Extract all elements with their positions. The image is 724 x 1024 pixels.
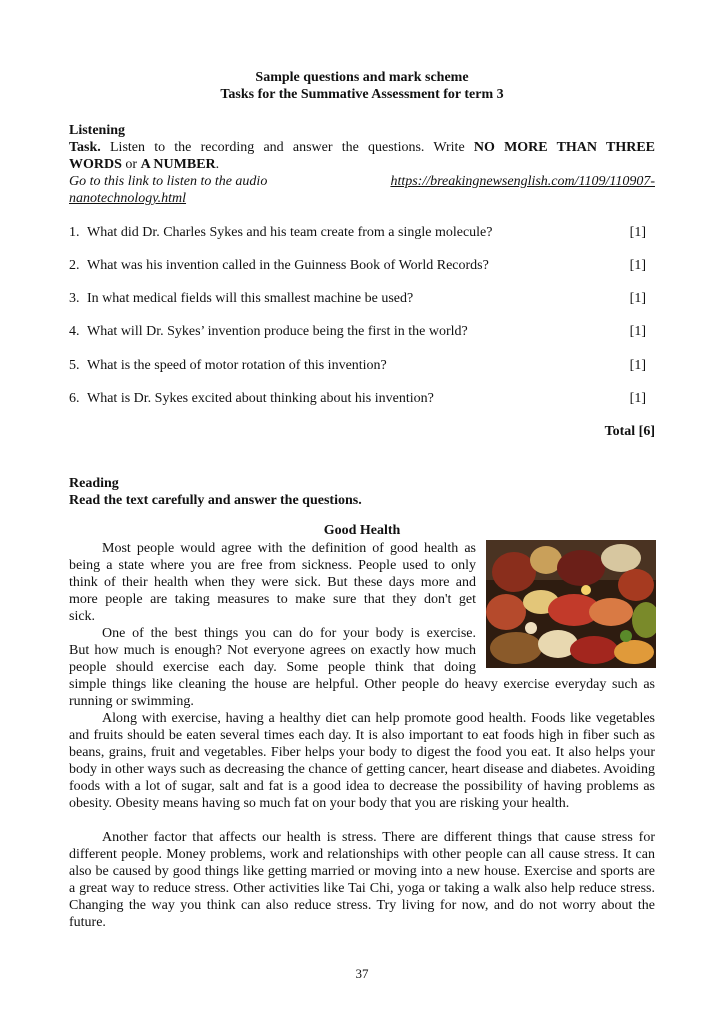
audio-go-text: Go to this link to listen to the audio	[69, 174, 268, 189]
question-mark: [1]	[629, 391, 646, 406]
question-6	[69, 390, 646, 407]
reading-instruction: Read the text carefully and answer the questions.	[69, 493, 362, 508]
document-title: Sample questions and mark scheme	[255, 70, 469, 85]
task-emphasis-3: A NUMBER	[140, 157, 216, 172]
question-text: What will Dr. Sykes’ invention produce being the first in the world?	[87, 324, 468, 339]
food-photo-icon	[486, 540, 656, 668]
task-emphasis-1: NO MORE THAN THREE	[473, 140, 655, 155]
question-number: 4.	[69, 324, 80, 339]
paragraph-line: One of the best things you can do for your body is exercise.	[102, 626, 476, 641]
question-number: 6.	[69, 391, 80, 406]
question-text: What is Dr. Sykes excited about thinking about his invention?	[87, 391, 434, 406]
question-number: 2.	[69, 258, 80, 273]
paragraph-2-rest: simple things like cleaning the house are helpful. Other people do heavy exercise everyday such as running or swimming.	[69, 677, 655, 709]
reading-text-title: Good Health	[323, 523, 401, 538]
question-mark: [1]	[629, 225, 646, 240]
audio-link-part1[interactable]: https://breakingnewsenglish.com/1109/110907-	[390, 174, 655, 189]
question-number: 1.	[69, 225, 80, 240]
paragraph-line: Most people would agree with the definition of good health as	[102, 541, 476, 556]
document-subtitle: Tasks for the Summative Assessment for term 3	[220, 87, 504, 102]
question-mark: [1]	[629, 258, 646, 273]
question-5	[69, 357, 646, 374]
question-text: What is the speed of motor rotation of this invention?	[87, 358, 387, 373]
question-number: 3.	[69, 291, 80, 306]
paragraph-4: Another factor that affects our health is stress. There are different things that cause stress for different people. Money problems, work and relationships with other people can all cause stress. It can also be caused by good things like getting married or moving into a new house. Exercise and sports are a great way to reduce stress. Other activities like Tai Chi, yoga or taking a walk also help reduce stress. Changing the way you think can also reduce stress. Try living for now, and do not worry about the future.	[69, 830, 655, 930]
question-1	[69, 224, 646, 241]
listening-task	[69, 139, 655, 173]
paragraph-line: sick.	[69, 609, 96, 624]
question-mark: [1]	[629, 291, 646, 306]
page-number: 37	[355, 966, 369, 981]
question-text: What did Dr. Charles Sykes and his team create from a single molecule?	[87, 225, 493, 240]
paragraph-line: But how much is enough? Not everyone agrees on exactly how much	[69, 643, 476, 658]
task-text: Listen to the recording and answer the questions. Write	[100, 140, 474, 155]
paragraph-line: being a state where you are free from sickness. People used to only	[69, 558, 476, 573]
question-2	[69, 257, 646, 274]
question-4	[69, 323, 646, 340]
question-3	[69, 290, 646, 307]
listening-heading: Listening	[69, 123, 126, 138]
task-label: Task.	[69, 140, 101, 155]
listening-total: Total [6]	[604, 424, 655, 439]
paragraph-line: people should exercise each day. Some people think that doing	[69, 660, 476, 675]
paragraph-3: Along with exercise, having a healthy diet can help promote good health. Foods like vegetables and fruits should be eaten several times each day. It is also important to eat foods high in fiber such as beans, grains, fruit and vegetables. Fiber helps your body to digest the food you eat. It also helps your body in other ways such as decreasing the chance of getting cancer, heart disease and diabetes. Avoiding foods with a lot of sugar, salt and fat is a good idea to decrease the possibility of having problems as obesity. Obesity means having so much fat on your body that you are risking your health.	[69, 711, 655, 811]
question-text: In what medical fields will this smallest machine be used?	[87, 291, 414, 306]
reading-heading: Reading	[69, 476, 119, 491]
task-end: .	[215, 157, 220, 172]
question-text: What was his invention called in the Guinness Book of World Records?	[87, 258, 489, 273]
question-mark: [1]	[629, 324, 646, 339]
paragraph-2-top	[69, 625, 476, 676]
paragraph-1	[69, 540, 476, 625]
question-number: 5.	[69, 358, 80, 373]
paragraph-line: more people are taking measures to make sure that they don't get	[69, 592, 476, 607]
task-emphasis-2: WORDS	[69, 157, 122, 172]
task-or: or	[121, 157, 141, 172]
audio-instruction	[69, 173, 655, 207]
paragraph-line: think of their health when they were sick. But these days more and	[69, 575, 476, 590]
audio-link-part2[interactable]: nanotechnology.html	[69, 191, 187, 206]
question-mark: [1]	[629, 358, 646, 373]
